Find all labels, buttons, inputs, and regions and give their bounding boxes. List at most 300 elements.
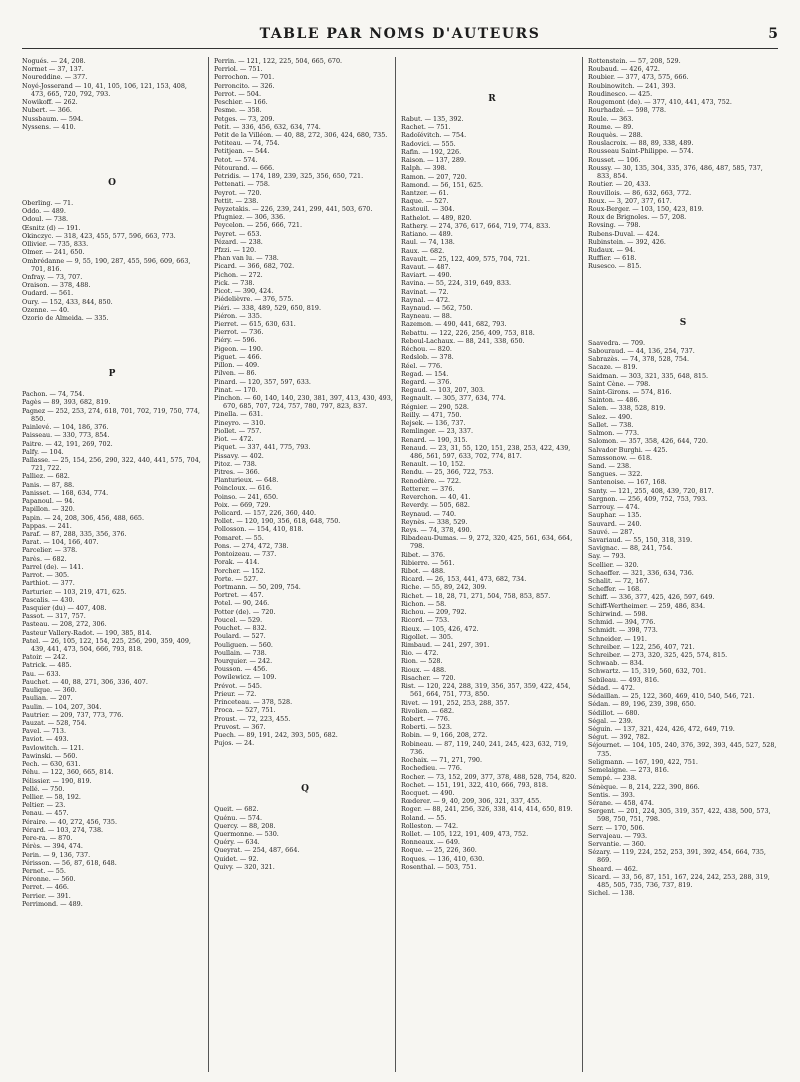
index-entry: Regard. — 376. [401, 378, 452, 386]
index-entry: Schneider. — 191. [588, 634, 647, 643]
index-entry: Quercy. — 88, 208. [214, 821, 276, 830]
index-entry: Rio. — 472. [401, 649, 439, 658]
index-entry: Pruvost. — 367. [214, 722, 266, 731]
index-entry: Palfy. — 104. [22, 447, 64, 456]
index-entry: Pauzat. — 528, 754. [22, 719, 87, 727]
index-entry: Oury. — 152, 433, 844, 850. [22, 297, 113, 306]
index-entry: Nogués. — 24, 208. [22, 57, 86, 65]
index-entry: Pavel. — 713. [22, 727, 66, 736]
index-entry: Roule. — 363. [588, 114, 634, 123]
index-entry: Reynès. — 338, 529. [401, 517, 468, 526]
index-entry: Péraire. — 40, 272, 456, 735. [22, 817, 117, 826]
index-entry: Raul. — 74, 138. [401, 238, 455, 247]
index-entry: Pfugniez. — 306, 336. [214, 213, 286, 222]
index-entry: Parrel (de). — 141. [22, 562, 84, 571]
index-entry: Papanoul. — 94. [22, 497, 75, 506]
index-entry: Renaud. — 23, 31, 55, 120, 151, 238, 253, 422, 439, 486, 561, 597, 633, 702, 774, 817. [401, 443, 571, 460]
index-entry: Saint Cène. — 798. [588, 379, 651, 388]
index-entry: Petiteau. — 74, 754. [214, 139, 280, 148]
index-entry: Sénèque. — 8, 214, 222, 390, 866. [588, 782, 700, 791]
index-entry: Sacaze. — 819. [588, 363, 638, 372]
index-entry: Pellier. — 58, 192. [22, 792, 81, 801]
index-entry: Savignac. — 88, 241, 754. [588, 544, 673, 553]
index-entry: Rousseau Saint-Philippe. — 574. [588, 147, 694, 156]
index-entry: Petit. — 336, 456, 632, 634, 774. [214, 122, 321, 131]
index-entry: Ollivier. — 735, 833. [22, 240, 89, 249]
index-entry: Ratiano. — 489. [401, 230, 453, 239]
index-entry: Samssonow. — 618. [588, 453, 653, 462]
index-entry: Patoir. — 242. [22, 653, 68, 662]
index-entry: Piédelièvre. — 376, 575. [214, 295, 294, 304]
index-entry: Salvador Burghi. — 425. [588, 445, 668, 454]
index-entry: Piot. — 472. [214, 435, 254, 444]
index-entry: Pech. — 630, 631. [22, 760, 81, 769]
index-entry: Reverdy. — 505, 682. [401, 501, 470, 510]
index-entry: Rousset. — 106. [588, 155, 641, 164]
index-entry: Pérard. — 103, 274, 738. [22, 825, 104, 834]
index-entry: Porak. — 414. [214, 558, 260, 567]
index-entry: Rœderer. — 9, 40, 209, 306, 321, 337, 455. [401, 797, 542, 806]
index-column-1 [22, 57, 202, 1072]
index-entry: Pavlowitch. — 121. [22, 743, 84, 752]
index-entry: Sédad. — 472. [588, 683, 635, 692]
index-entry: Pascalis. — 430. [22, 595, 75, 604]
index-entry: Rieux. — 105, 426, 472. [401, 624, 479, 633]
index-entry: Reynaud. — 740. [401, 509, 457, 518]
index-entry: Parat. — 104, 166, 407. [22, 538, 99, 547]
index-entry: Pinella. — 631. [214, 410, 263, 419]
index-entry: Pierret. — 615, 630, 631. [214, 320, 296, 328]
index-entry: Renard. — 190, 315. [401, 435, 468, 444]
section-spacer [22, 322, 202, 358]
index-entry: Routier. — 20, 433. [588, 180, 651, 189]
index-entry: Santy. — 121, 255, 408, 439, 720, 817. [588, 486, 714, 495]
index-entry: Rebattu. — 122, 226, 256, 409, 753, 818. [401, 328, 535, 337]
index-entry: Sichel. — 138. [588, 889, 635, 898]
index-entry: Schreiber. — 273, 320, 325, 425, 574, 815. [588, 651, 728, 659]
index-entry: Paulin. — 104, 207, 304. [22, 702, 102, 711]
index-entry: Phan van lu. — 738. [214, 254, 279, 263]
index-entry: Retterer. — 376. [401, 484, 455, 493]
index-entry: Oudard. — 561. [22, 289, 74, 298]
index-entry: Roque. — 25, 226, 360. [401, 846, 477, 855]
index-entry: Porcher. — 152. [214, 566, 266, 575]
index-entry: Pineyro. — 310. [214, 418, 266, 427]
index-entry: Poullain. — 738. [214, 648, 267, 657]
index-entry: Queit. — 682. [214, 805, 259, 814]
index-entry: Odoul. — 738. [22, 215, 69, 224]
index-entry: Reverchon. — 40, 41. [401, 493, 471, 502]
index-entry: Prévot. — 545. [214, 681, 262, 690]
index-entry: Pasteau. — 208, 272, 306. [22, 620, 107, 629]
index-entry: Rochet. — 151, 191, 322, 410, 666, 793, 818. [401, 780, 548, 789]
index-entry: Saidman. — 303, 321, 335, 648, 815. [588, 371, 709, 380]
index-entry: Rovsing. — 798. [588, 221, 641, 230]
index-entry: Ravinat. — 72. [401, 287, 449, 296]
index-entry: Rouquès. — 288. [588, 130, 643, 139]
index-entry: Petitjean. — 544. [214, 147, 270, 156]
index-entry: Picard. — 366, 682, 702. [214, 262, 295, 271]
index-entry: Rastouil. — 304. [401, 205, 455, 214]
index-entry: Reboul-Lachaux. — 88, 241, 338, 650. [401, 336, 525, 345]
index-entry: Ombrédanne — 9, 55, 190, 287, 455, 596, 609, 663, 701, 816. [22, 256, 191, 273]
index-entry: Piquet. — 337, 441, 775, 793. [214, 443, 311, 452]
index-entry: Pinchon. — 60, 140, 140, 230, 381, 397, 413, 430, 493, 670, 685, 707, 724, 757, 780, 797, 823, 837. [214, 393, 393, 411]
index-entry: Pasquier (du) — 407, 408. [22, 603, 107, 612]
index-entry: Pawinski. — 560. [22, 751, 78, 760]
index-entry: Peyret. — 653. [214, 229, 262, 238]
index-entry: Portmann. — 50, 209, 754. [214, 583, 301, 591]
index-entry: Semelaigne. — 273, 816. [588, 766, 669, 775]
index-entry: Sempé. — 238. [588, 774, 637, 783]
index-entry: Robert. — 776. [401, 714, 450, 723]
index-entry: Pollosson. — 154, 410, 818. [214, 525, 304, 534]
index-entry: Pachon. — 74, 754. [22, 390, 85, 399]
index-entry: Saavedra. — 709. [588, 338, 646, 347]
index-entry: Perin. — 9, 136, 737. [22, 850, 91, 859]
index-entry: Peyrot. — 720. [214, 188, 262, 197]
index-entry: Rivet. — 191, 252, 253, 288, 357. [401, 698, 510, 707]
index-entry: Planturieux. — 648. [214, 476, 279, 485]
index-column-3 [395, 57, 583, 1072]
index-entry: Rosenthal. — 503, 751. [401, 862, 477, 871]
index-entry: Roussy. — 30, 135, 304, 335, 376, 486, 487, 585, 737, 833, 854. [588, 163, 763, 181]
index-entry: Onfray. — 73, 707. [22, 272, 83, 281]
index-entry: Patrick. — 485. [22, 661, 72, 670]
index-entry: Pauchet. — 40, 88, 271, 306, 336, 407. [22, 677, 148, 686]
index-entry: Panis. — 87, 88. [22, 480, 75, 489]
index-entry: Robin. — 9, 166, 208, 272. [401, 731, 488, 740]
index-entry: Schmidt. — 398, 773. [588, 626, 658, 635]
index-entry: Potter (de). — 720. [214, 607, 276, 616]
index-entry: Palliez. — 682. [22, 472, 70, 481]
index-entry: Rubinstein. — 392, 426. [588, 237, 666, 246]
index-entry: Parcelier. — 378. [22, 546, 78, 555]
index-entry: Pernet. — 55. [22, 866, 66, 875]
index-entry: Nubert. — 366. [22, 106, 72, 115]
index-entry: Salen. — 338, 528, 819. [588, 404, 666, 413]
index-entry: Pilven. — 86. [214, 369, 257, 378]
index-entry: Ribet. — 376. [401, 550, 446, 559]
index-column-2 [208, 57, 396, 1072]
index-entry: Ronneaux. — 649. [401, 838, 460, 847]
index-entry: Proust. — 72, 223, 455. [214, 714, 291, 723]
index-entry: Pichon. — 272. [214, 270, 263, 279]
index-entry: Radoïévitch. — 754. [401, 131, 467, 140]
index-entry: Peyzetakis. — 226, 239, 241, 299, 441, 503, 670. [214, 204, 373, 213]
index-entry: Paitre. — 42, 191, 269, 702. [22, 439, 113, 448]
index-entry: Potel. — 90, 246. [214, 599, 270, 608]
index-entry: Schreiber. — 122, 256, 407, 721. [588, 642, 695, 651]
index-entry: Pettenati. — 758. [214, 180, 270, 189]
index-entry: Rigollet. — 305. [401, 632, 453, 641]
index-entry: Pouchet. — 832. [214, 624, 267, 633]
index-entry: Papillon. — 320. [22, 505, 75, 514]
index-entry: Petit de la Villéon. — 40, 88, 272, 306, 424, 680, 735. [214, 130, 388, 139]
index-entry: Sangues. — 322. [588, 470, 643, 479]
index-entry: Raison. — 137, 289. [401, 156, 467, 165]
index-entry: Parès. — 682. [22, 554, 67, 563]
section-spacer [22, 131, 202, 167]
index-entry: Schiff-Wertheimer. — 259, 486, 834. [588, 601, 706, 610]
index-entry: Rochedieu. — 776. [401, 764, 462, 773]
index-entry: Rottenstein. — 57, 208, 529. [588, 57, 681, 65]
index-entry: Risacher. — 720. [401, 673, 456, 682]
index-entry: Pallasse. — 25, 154, 256, 290, 322, 440, 441, 575, 704, 721, 722. [22, 456, 201, 473]
index-entry: Rusesco. — 815. [588, 262, 642, 271]
index-entry: Poulard. — 527. [214, 632, 266, 641]
index-entry: Papin. — 24, 208, 306, 456, 488, 665. [22, 513, 145, 522]
index-entry: Quivy. — 320, 321. [214, 862, 275, 871]
index-entry: Santenoise. — 167, 168. [588, 478, 667, 487]
index-entry: Raynal. — 472. [401, 295, 451, 304]
index-entry: Ségal. — 239. [588, 716, 633, 725]
index-entry: Pétourand. — 666. [214, 163, 275, 172]
page-title: TABLE PAR NOMS D'AUTEURS [259, 26, 541, 42]
index-entry: Pomaret. — 55. [214, 533, 264, 542]
index-entry: Puech. — 89, 191, 242, 393, 505, 682. [214, 730, 338, 739]
index-entry: Schmid. — 394, 776. [588, 618, 656, 627]
index-entry: Ribot. — 488. [401, 567, 446, 576]
index-entry: Pasteur Vallery-Radot. — 190, 385, 814. [22, 628, 152, 637]
index-entry: Rabut. — 135, 392. [401, 115, 464, 123]
index-entry: Poincloux. — 616. [214, 484, 272, 493]
index-entry: Séjournet. — 104, 105, 240, 376, 392, 393, 445, 527, 528, 735. [588, 741, 777, 758]
index-entry: Roume. — 89. [588, 122, 634, 131]
index-entry: Raux. — 682. [401, 246, 445, 255]
index-entry: Pierrot. — 736. [214, 328, 264, 337]
index-entry: Rolleston. — 742. [401, 821, 459, 830]
index-entry: Parthiot. — 377. [22, 579, 75, 588]
index-entry: Pautrier. — 209, 737, 773, 776. [22, 710, 124, 719]
index-entry: Ruffier. — 618. [588, 254, 637, 263]
index-entry: Regaud. — 103, 207, 303. [401, 386, 485, 395]
index-entry: Rocher. — 73, 152, 209, 377, 378, 488, 528, 754, 820. [401, 772, 577, 781]
page-number: 5 [768, 26, 778, 42]
index-entry: Raviart. — 490. [401, 271, 452, 280]
index-entry: Sédan. — 89, 196, 239, 398, 650. [588, 700, 696, 709]
index-entry: Ravina. — 55, 224, 319, 649, 833. [401, 279, 512, 288]
index-entry: Peltier. — 23. [22, 801, 66, 810]
index-entry: Ravault. — 25, 122, 409, 575, 704, 721. [401, 254, 530, 263]
index-entry: Ramond. — 56, 151, 625. [401, 180, 484, 189]
index-entry: Sabouraud. — 44, 136, 254, 737. [588, 346, 695, 355]
index-entry: Pagès — 89, 393, 682, 819. [22, 398, 111, 407]
section-letter: P [108, 369, 116, 380]
index-entry: Richon. — 58. [401, 599, 447, 608]
index-entry: Schwaab. — 834. [588, 659, 644, 668]
index-entry: Sédillot. — 680. [588, 708, 640, 717]
index-entry: Roques. — 136, 410, 630. [401, 854, 485, 863]
index-entry: Réchou. — 820. [401, 345, 452, 354]
index-entry: Rist. — 120, 224, 288, 319, 356, 357, 359, 422, 454, 561, 664, 751, 773, 850. [401, 682, 571, 699]
index-entry: Savariaud. — 55, 150, 318, 319. [588, 535, 693, 544]
index-entry: Ricord. — 753. [401, 616, 450, 625]
index-entry: Perrimond. — 489. [22, 899, 83, 908]
index-entry: Ribadeau-Dumas. — 9, 272, 320, 425, 561, 634, 664, 798. [401, 534, 573, 551]
index-entry: Rejsek. — 136, 737. [401, 419, 466, 428]
index-entry: Panisset. — 168, 634, 774. [22, 488, 109, 497]
index-entry: Nussbaum. — 594. [22, 114, 84, 123]
index-entry: Rafin. — 192, 226. [401, 147, 462, 156]
index-entry: Pellé. — 750. [22, 784, 65, 793]
index-entry: Rachet. — 751. [401, 123, 451, 132]
index-entry: Parturier. — 103, 219, 471, 625. [22, 587, 127, 596]
index-entry: Queyrat. — 254, 487, 664. [214, 846, 300, 855]
index-entry: Roux. — 3, 207, 377, 617. [588, 196, 672, 205]
section-spacer [214, 747, 396, 773]
index-entry: Sauvard. — 240. [588, 519, 642, 528]
index-entry: Reys. — 74, 378, 490. [401, 525, 472, 534]
index-entry: Sheard. — 462. [588, 864, 638, 873]
index-entry: Rochaix. — 71, 271, 790. [401, 756, 482, 765]
index-entry: Roland. — 55. [401, 813, 447, 822]
index-entry: Péronne. — 560. [22, 875, 76, 884]
index-entry: Richet. — 18, 28, 71, 271, 504, 758, 853, 857. [401, 591, 551, 600]
index-entry: Piollet. — 757. [214, 426, 262, 435]
index-entry: Ribierre. — 561. [401, 558, 455, 567]
index-entry: Poix. — 669, 729. [214, 500, 271, 509]
index-entry: Peschier. — 166. [214, 98, 268, 107]
index-entry: Penau. — 457. [22, 809, 69, 818]
index-entry: Piéri. — 338, 489, 529, 650, 819. [214, 303, 321, 312]
index-entry: Roubinowitch. — 241, 393. [588, 81, 676, 90]
index-entry: Sainton. — 486. [588, 396, 640, 405]
index-entry: Pappas. — 241. [22, 521, 72, 530]
index-entry: Nyssens. — 410. [22, 122, 76, 131]
index-entry: Sérane. — 458, 474. [588, 798, 654, 807]
index-entry: Salomon. — 357, 358, 426, 644, 720. [588, 437, 708, 446]
index-entry: Serr. — 170, 506. [588, 823, 645, 832]
index-entry: Rimbaud. — 241, 297, 391. [401, 641, 490, 649]
index-entry: Raque. — 527. [401, 197, 449, 206]
index-entry: Oddo. — 489. [22, 207, 66, 216]
index-entry: Seligmann. — 167, 190, 422, 751. [588, 757, 698, 766]
index-entry: Rourhadzé. — 598, 778. [588, 106, 666, 115]
index-entry: Rudaux. — 94. [588, 246, 636, 255]
index-entry: Okinczyc. — 318, 423, 455, 577, 596, 663, 773. [22, 231, 176, 240]
index-entry: Sentis. — 393. [588, 790, 635, 799]
index-entry: Poinso. — 241, 650. [214, 492, 279, 501]
index-entry: Razemon. — 490, 441, 682, 793. [401, 320, 507, 329]
index-entry: Schiff. — 336, 377, 425, 426, 597, 649. [588, 593, 715, 602]
index-entry: Perrin. — 121, 122, 225, 504, 665, 670. [214, 57, 343, 65]
index-entry: Rocquet. — 490. [401, 788, 455, 797]
section-spacer [401, 57, 583, 83]
index-entry: Perrot. — 504. [214, 89, 262, 98]
index-entry: Pillon. — 409. [214, 361, 260, 370]
index-entry: Poucel. — 529. [214, 615, 263, 624]
index-entry: Picot. — 390, 424. [214, 287, 274, 296]
index-entry: Roux-Berger. — 103, 150, 423, 819. [588, 204, 704, 213]
index-entry: Renault. — 10, 152. [401, 460, 466, 469]
index-entry: Parrot. — 305. [22, 571, 70, 580]
index-entry: Servajeau. — 793. [588, 831, 648, 840]
index-entry: Sargnon. — 256, 409, 752, 753, 793. [588, 494, 708, 503]
index-entry: Rathelot. — 489, 820. [401, 213, 472, 222]
index-entry: Schalit. — 72, 167. [588, 577, 650, 586]
index-entry: Rantzer. — 61. [401, 188, 449, 197]
index-entry: Remlinger. — 23, 337. [401, 427, 473, 436]
index-entry: Perrochon. — 701. [214, 73, 275, 82]
index-entry: Rollet. — 105, 122, 191, 409, 473, 752. [401, 830, 529, 839]
index-entry: Pouliguen. — 560. [214, 640, 273, 649]
index-entry: Pick. — 738. [214, 278, 255, 287]
index-entry: Sand. — 238. [588, 461, 632, 470]
index-entry: Pons. — 274, 472, 738. [214, 541, 289, 550]
index-entry: Quidet. — 92. [214, 854, 259, 863]
section-letter: O [108, 177, 116, 188]
index-entry: Raynaud. — 562, 750. [401, 304, 473, 313]
index-entry: Ségut. — 392, 782. [588, 733, 650, 742]
index-entry: Pinard. — 120, 357, 597, 633. [214, 377, 311, 386]
index-entry: Scellier. — 320. [588, 560, 639, 569]
index-entry: Pourquier. — 242. [214, 656, 273, 665]
index-entry: Powilewicz. — 109. [214, 673, 277, 682]
index-entry: Pitoz. — 738. [214, 459, 257, 468]
index-entry: Quéry. — 634. [214, 838, 260, 847]
index-entry: Nowikoff. — 262. [22, 98, 78, 107]
section-letter: S [679, 317, 687, 328]
index-entry: Rouslacroix. — 88, 89, 338, 489. [588, 139, 694, 148]
index-entry: Régnier. — 290, 528. [401, 402, 469, 411]
index-entry: Ramon. — 207, 720. [401, 172, 467, 181]
index-entry: Rayneau. — 88. [401, 312, 452, 321]
index-entry: Ricard. — 26, 153, 441, 473, 682, 734. [401, 575, 527, 584]
index-entry: Quermonne. — 530. [214, 830, 279, 839]
index-entry: Paulique. — 360. [22, 686, 77, 695]
index-entry: Schaeffer. — 321, 336, 634, 736. [588, 568, 694, 577]
index-entry: Perret. — 466. [22, 883, 69, 892]
index-entry: Oraison. — 378, 488. [22, 281, 91, 290]
index-entry: Pontoizeau. — 737. [214, 550, 277, 559]
index-entry: Ravaut. — 487. [401, 262, 451, 271]
index-entry: Piéry. — 596. [214, 336, 257, 345]
index-entry: Pagnez — 252, 253, 274, 618, 701, 702, 719, 750, 774, 850. [22, 406, 200, 423]
header-rule [22, 48, 778, 49]
index-entry: Oberling. — 71. [22, 198, 74, 207]
index-entry: Rougemont (de). — 377, 410, 441, 473, 752. [588, 98, 732, 107]
index-entry: Princeteau. — 378, 528. [214, 698, 293, 707]
index-column-4 [582, 57, 778, 1072]
index-entry: Olmer. — 241, 650. [22, 248, 85, 257]
index-entry: Péhu. — 122, 360, 665, 814. [22, 768, 114, 777]
index-entry: Salmon. — 773. [588, 429, 639, 438]
index-entry: Portret. — 457. [214, 591, 264, 600]
section-letter: R [488, 94, 496, 104]
index-entry: Ozenne. — 40. [22, 305, 70, 314]
index-entry: Perriol. — 751. [214, 65, 263, 74]
index-entry: Proca. — 527, 751. [214, 706, 276, 715]
index-entry: Sebileau. — 493, 816. [588, 675, 660, 684]
index-entry: Pesme. — 358. [214, 106, 262, 115]
index-entry: Pigeon. — 190. [214, 344, 263, 353]
index-entry: Roux de Brignoles. — 57, 208. [588, 213, 687, 222]
index-entry: Servantie. — 360. [588, 840, 646, 849]
index-entry: Sarrouy. — 474. [588, 503, 640, 512]
section-letter: Q [301, 784, 309, 795]
index-entry: Regad. — 154. [401, 369, 449, 378]
index-entry: Roudinesco. — 425. [588, 89, 653, 98]
index-entry: Painlevé. — 104, 186, 376. [22, 423, 109, 432]
index-entry: Pézard. — 238. [214, 237, 263, 246]
index-entry: Pissavy. — 402. [214, 451, 264, 460]
index-entry: Noyé-Josserand — 10, 41, 105, 106, 121, 153, 408, 473, 665, 720, 792, 793. [22, 81, 187, 98]
page-header [22, 26, 778, 48]
index-entry: Patel. — 26, 105, 122, 154, 225, 256, 290, 359, 409, 439, 441, 473, 504, 666, 793, 818. [22, 636, 191, 654]
index-entry: Pettit. — 238. [214, 196, 259, 205]
index-entry: Sergent. — 201, 224, 305, 319, 357, 422, 438, 500, 573, 598, 750, 751, 798. [588, 807, 771, 824]
